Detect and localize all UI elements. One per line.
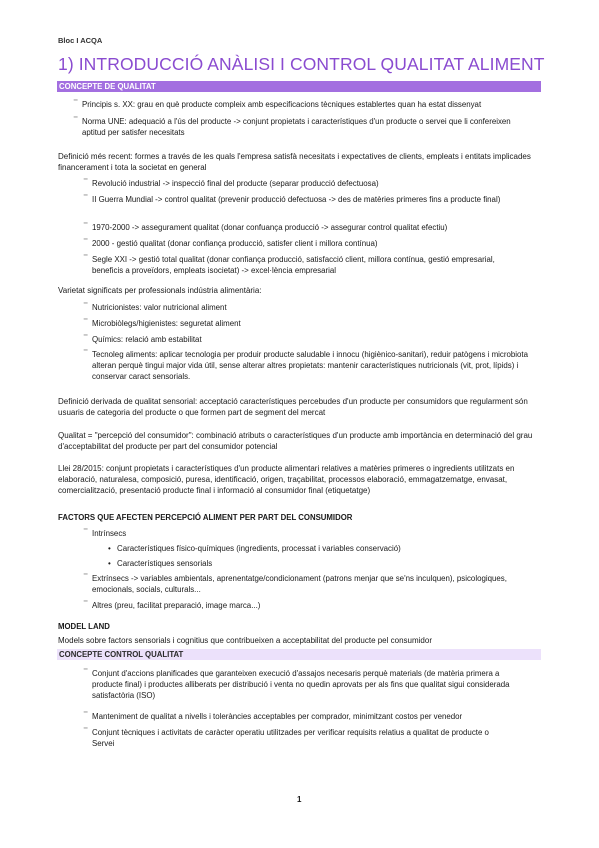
paragraph-qualitat-sensorial: Definició derivada de qualitat sensorial: acceptació característiques percebudes d'un producte per consumidors que regularment són usuaris de categoria del producte o que formen part de segment del mercat: [58, 397, 528, 417]
section-heading-model-land: MODEL LAND: [58, 622, 110, 631]
list-item: ⁻ Conjunt d'accions planificades que garanteixen execució d'assajos necesaris perquè materials (de matèria primera a producte final) i productes alliberats per distribució i venta no quedin aprovats per als fins que qualitat sigui considerada satisfactòria (ISO): [92, 668, 532, 701]
paragraph-percepcio-consumidor: Qualitat = "percepció del consumidor": combinació atributs o característiques d'un producte amb importància en determinació del grau d'acceptabilitat del producte per part del consumidor potencial: [58, 431, 533, 451]
running-header: Bloc I ACQA: [58, 36, 103, 45]
list-item: ⁻ II Guerra Mundial -> control qualitat (prevenir producció defectuosa -> des de matèries primeres fins a producte final): [92, 194, 512, 205]
list-item: ⁻ Norma UNE: adequació a l'ús del producte -> conjunt propietats i característiques d'un producte o servei que li confereixen aptitud per satisfer necesitats: [82, 116, 522, 138]
paragraph-varietat: Varietat significats per professionals indústria alimentària:: [58, 286, 262, 295]
sub-list-item: • Característiques sensorials: [117, 558, 537, 569]
list-item: ⁻ Químics: relació amb estabilitat: [92, 334, 532, 345]
list-item: ⁻ Intrínsecs: [92, 528, 532, 539]
list-item: ⁻ Extrínsecs -> variables ambientals, aprenentatge/condicionament (patrons menjar que se'ns inculquen), psicologiques, emocionals, socials, culturals...: [92, 573, 532, 595]
list-item: ⁻ Altres (preu, facilitat preparació, image marca...): [92, 600, 532, 611]
list-item: ⁻ Microbiòlegs/higienistes: seguretat aliment: [92, 318, 532, 329]
paragraph-definicio-recent: Definició més recent: formes a través de les quals l'empresa satisfà necesitats i expectatives de clients, empleats i entitats implicades financerament i tota la societat en general: [58, 152, 531, 172]
list-item: ⁻ 2000 - gestió qualitat (donar confiança producció, satisfer client i millora contínua): [92, 238, 532, 249]
list-item: ⁻ Principis s. XX: grau en què producte compleix amb especificacions tècniques establertes quan ha estat dissenyat: [82, 99, 544, 110]
list-item: ⁻ Revolució industrial -> inspecció final del producte (separar producció defectuosa): [92, 178, 532, 189]
paragraph-model-land: Models sobre factors sensorials i cognitius que contribueixen a acceptabilitat del producte pel consumidor: [58, 636, 432, 645]
paragraph-llei: Llei 28/2015: conjunt propietats i característiques d'un producte alimentari relatives a matèries primeres o ingredients utilitzats en elaboració, naturalesa, composició, puresa, identificació, origen, traçabilitat, processos elaboració, emmagatzematge, envasat, comercialització, presentació producte final i informació al consumidor final (etiquetatge): [58, 464, 515, 495]
list-item: ⁻ Nutricionistes: valor nutricional aliment: [92, 302, 532, 313]
list-item: ⁻ Tecnoleg aliments: aplicar tecnologia per produir producte saludable i innocu (higiènico-sanitari), reduir patògens i microbiota alteran perquè tingui major vida útil, sense alterar altres propietats: mantenir característiques nutricionals (vit, prot, lípids) i conservar caract sensorials.: [92, 349, 532, 382]
list-item: ⁻ 1970-2000 -> assegurament qualitat (donar confuança producció -> assegurar control qualitat efectiu): [92, 222, 532, 233]
list-item: ⁻ Manteniment de qualitat a nivells i toleràncies acceptables per comprador, minimitzant costos per venedor: [92, 711, 532, 722]
section-heading-control-qualitat: CONCEPTE CONTROL QUALITAT: [57, 649, 541, 660]
page-number: 1: [297, 795, 302, 804]
page-title: 1) INTRODUCCIÓ ANÀLISI I CONTROL QUALITAT ALIMENT: [58, 54, 545, 74]
section-heading-concepte-qualitat: CONCEPTE DE QUALITAT: [57, 81, 541, 92]
list-item: ⁻ Conjunt tècniques i activitats de caràcter operatiu utilitzades per verificar requisits relatius a qualitat de producte o Servei: [92, 727, 512, 749]
section-heading-factors: FACTORS QUE AFECTEN PERCEPCIÓ ALIMENT PER PART DEL CONSUMIDOR: [58, 513, 353, 522]
list-item: ⁻ Segle XXI -> gestió total qualitat (donar confiança producció, satisfacció client, millora contínua, gestió empresarial, beneficis a proveïdors, empleats isocietat) -> excel·lència empresarial: [92, 254, 512, 276]
sub-list-item: • Característiques físico-químiques (ingredients, processat i variables conservació): [117, 543, 537, 554]
